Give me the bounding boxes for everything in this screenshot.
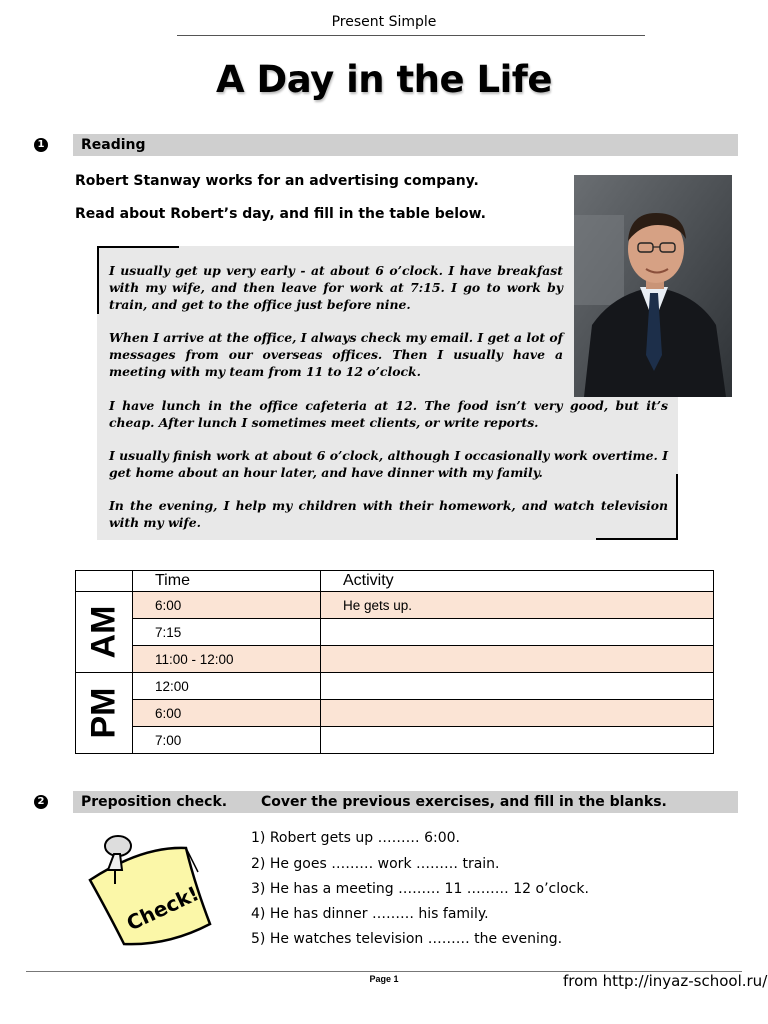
time-cell: 7:00 [133, 727, 321, 754]
reading-paragraph: I usually get up very early - at about 6 o’clock. I have breakfast with my wife, and then leave for work at 7:15. I go to work by train, and get to the office just before nine. [109, 263, 563, 312]
activity-cell[interactable] [321, 646, 714, 673]
time-activity-table [75, 570, 714, 754]
robert-photo [574, 175, 732, 397]
blank-item: 1) Robert gets up ……… 6:00. [251, 830, 460, 846]
time-cell: 11:00 - 12:00 [133, 646, 321, 673]
pm-period-cell [76, 673, 133, 754]
table-row [76, 700, 714, 727]
time-cell: 6:00 [133, 592, 321, 619]
table-row [76, 673, 714, 700]
table-row [76, 592, 714, 619]
page-number: Page 1 [369, 974, 399, 984]
section2-label: Preposition check. [81, 794, 228, 810]
intro-line-2: Read about Robert’s day, and fill in the table below. [75, 206, 486, 222]
section1-marker: 1 [34, 138, 48, 152]
reading-box-corner-left [97, 246, 99, 314]
am-period-cell [76, 592, 133, 673]
reading-paragraph: I have lunch in the office cafeteria at 12. The food isn’t very good, but it’s cheap. After lunch I sometimes meet clients, or write reports. [109, 398, 668, 430]
section2-heading [73, 791, 738, 813]
reading-box-corner-bottom [596, 538, 678, 540]
source-link[interactable]: from http://inyaz-school.ru/ [563, 972, 768, 990]
table-row [76, 646, 714, 673]
activity-cell[interactable] [321, 727, 714, 754]
intro-line-1: Robert Stanway works for an advertising company. [75, 173, 479, 189]
section2-marker: 2 [34, 795, 48, 809]
blank-item: 2) He goes ……… work ……… train. [251, 856, 500, 872]
table-corner-cell [76, 571, 133, 592]
section2-instruction: Cover the previous exercises, and fill in the blanks. [261, 794, 667, 810]
check-label: Check! [122, 881, 203, 936]
check-note-icon [82, 828, 232, 946]
reading-box-corner-right [676, 474, 678, 540]
header-divider [177, 35, 645, 36]
time-cell: 12:00 [133, 673, 321, 700]
blank-item: 3) He has a meeting ……… 11 ……… 12 o’clock. [251, 881, 589, 897]
reading-paragraph: I usually finish work at about 6 o’clock, although I occasionally work overtime. I get home about an hour later, and have dinner with my family. [109, 448, 668, 480]
table-row [76, 727, 714, 754]
time-cell: 7:15 [133, 619, 321, 646]
activity-cell[interactable] [321, 619, 714, 646]
header-subject: Present Simple [331, 14, 437, 30]
am-label: AM [84, 605, 123, 659]
table-header-row [76, 571, 714, 592]
reading-paragraph: When I arrive at the office, I always check my email. I get a lot of messages from our overseas offices. Then I usually have a meeting with my team from 11 to 12 o’clock. [109, 330, 563, 379]
activity-cell[interactable]: He gets up. [321, 592, 714, 619]
page-title: A Day in the Life [216, 58, 552, 101]
pm-label: PM [84, 687, 123, 739]
reading-box-corner-top [97, 246, 179, 248]
blank-item: 4) He has dinner ……… his family. [251, 906, 489, 922]
column-header-activity: Activity [321, 571, 714, 592]
table-row [76, 619, 714, 646]
section1-heading: Reading [73, 134, 738, 156]
blank-item: 5) He watches television ……… the evening. [251, 931, 563, 947]
activity-cell[interactable] [321, 673, 714, 700]
time-cell: 6:00 [133, 700, 321, 727]
column-header-time: Time [133, 571, 321, 592]
reading-paragraph: In the evening, I help my children with their homework, and watch television with my wife. [109, 498, 668, 530]
activity-cell[interactable] [321, 700, 714, 727]
